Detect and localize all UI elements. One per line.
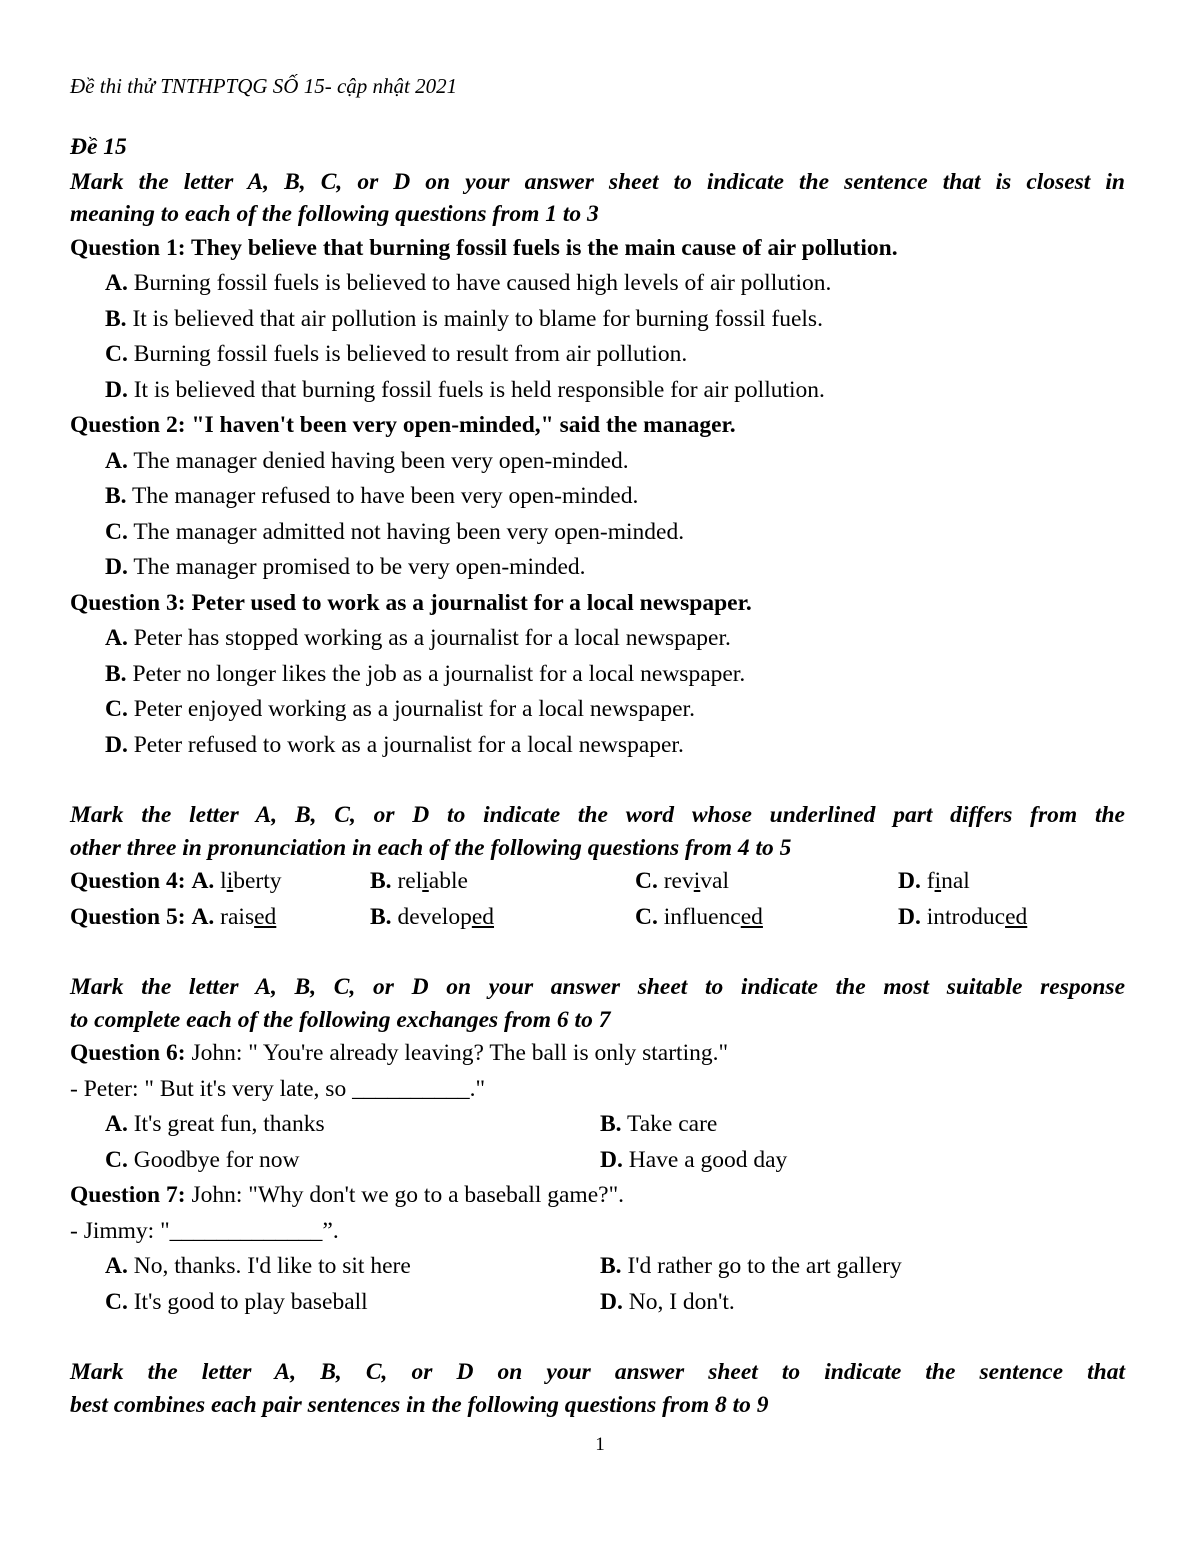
option-1c[interactable]: C. Burning fossil fuels is believed to result from air pollution. [105, 341, 688, 367]
option-2a[interactable]: A. The manager denied having been very open-minded. [105, 447, 629, 474]
option-7d[interactable]: D. No, I don't. [600, 1288, 735, 1315]
option-3a[interactable]: A. Peter has stopped working as a journalist for a local newspaper. [105, 625, 731, 651]
option-3d[interactable]: D. Peter refused to work as a journalist for a local newspaper. [105, 731, 684, 758]
option-3b[interactable]: B. Peter no longer likes the job as a journalist for a local newspaper. [105, 660, 746, 687]
question-text: They believe that burning fossil fuels is the main cause of air pollution. [191, 234, 898, 261]
spacer [70, 935, 1125, 971]
option-6b[interactable]: B. Take care [600, 1111, 718, 1137]
question-6-reply: - Peter: " But it's very late, so __________." [70, 1075, 486, 1102]
section4-instruction-line2: best combines each pair sentences in the following questions from 8 to 9 [70, 1391, 769, 1418]
question-label: Question 3: [70, 589, 186, 616]
question-label: Question 6: [70, 1040, 186, 1066]
section2-instruction-line2: other three in pronunciation in each of the following questions from 4 to 5 [70, 834, 792, 861]
exam-title: Đề 15 [70, 134, 127, 160]
question-1 [70, 231, 1125, 267]
question-text: John: "Why don't we go to a baseball game?". [191, 1182, 625, 1208]
section1-instruction-line1: Mark the letter A, B, C, or D on your answer sheet to indicate the sentence that is closest in [70, 168, 1125, 195]
page-number: 1 [595, 1434, 605, 1455]
question-label: Question 7: [70, 1182, 186, 1208]
question-label: Question 1: [70, 234, 186, 261]
question-2 [70, 408, 1125, 444]
option-5d[interactable]: D. introduced [898, 903, 1028, 930]
option-1a[interactable]: A. Burning fossil fuels is believed to have caused high levels of air pollution. [105, 270, 832, 296]
option-5b[interactable]: B. developed [370, 903, 495, 930]
spacer [70, 763, 1125, 799]
question-label: Question 2: [70, 412, 186, 438]
option-4c[interactable]: C. revival [635, 868, 729, 894]
option-4b[interactable]: B. reliable [370, 868, 468, 894]
option-7c[interactable]: C. It's good to play baseball [105, 1288, 368, 1315]
option-3c[interactable]: C. Peter enjoyed working as a journalist for a local newspaper. [105, 696, 695, 722]
option-6c[interactable]: C. Goodbye for now [105, 1146, 300, 1173]
option-6a[interactable]: A. It's great fun, thanks [105, 1111, 325, 1137]
option-6d[interactable]: D. Have a good day [600, 1146, 788, 1173]
section3-instruction-line2: to complete each of the following exchanges from 6 to 7 [70, 1006, 611, 1033]
section1-instruction-line2: meaning to each of the following questions from 1 to 3 [70, 201, 599, 227]
question-6 [70, 1036, 1125, 1072]
option-5c[interactable]: C. influenced [635, 903, 763, 930]
option-1b[interactable]: B. It is believed that air pollution is mainly to blame for burning fossil fuels. [105, 305, 823, 332]
question-text: John: " You're already leaving? The ball is only starting." [191, 1040, 729, 1066]
question-7-reply: - Jimmy: "_____________”. [70, 1217, 339, 1244]
section4-instruction-line1: Mark the letter A, B, C, or D on your answer sheet to indicate the sentence that [70, 1359, 1125, 1385]
question-7 [70, 1178, 1125, 1214]
page-header: Đề thi thử TNTHPTQG SỐ 15- cập nhật 2021 [70, 74, 458, 98]
option-2b[interactable]: B. The manager refused to have been very open-minded. [105, 483, 639, 509]
question-text: "I haven't been very open-minded," said the manager. [191, 412, 736, 438]
question-7-options-row1 [70, 1249, 1125, 1285]
question-7-options-row2 [70, 1285, 1125, 1321]
question-3 [70, 586, 1125, 622]
section2-instruction-line1: Mark the letter A, B, C, or D to indicate the word whose underlined part differs from the [70, 802, 1125, 828]
option-1d[interactable]: D. It is believed that burning fossil fuels is held responsible for air pollution. [105, 376, 825, 403]
option-2d[interactable]: D. The manager promised to be very open-minded. [105, 554, 586, 580]
question-6-options-row2 [70, 1143, 1125, 1179]
option-2c[interactable]: C. The manager admitted not having been very open-minded. [105, 518, 685, 545]
option-7b[interactable]: B. I'd rather go to the art gallery [600, 1253, 902, 1279]
question-text: Peter used to work as a journalist for a local newspaper. [191, 589, 752, 616]
section3-instruction-line1: Mark the letter A, B, C, or D on your answer sheet to indicate the most suitable response [70, 974, 1125, 1000]
question-4 [70, 864, 1125, 900]
option-4d[interactable]: D. final [898, 868, 970, 894]
page-content [70, 130, 1125, 1421]
option-7a[interactable]: A. No, thanks. I'd like to sit here [105, 1253, 411, 1279]
option-5a[interactable]: Question 5: A. raised [70, 903, 277, 930]
question-6-options-row1 [70, 1107, 1125, 1143]
option-4a[interactable]: Question 4: A. liberty [70, 868, 282, 894]
spacer [70, 1320, 1125, 1356]
question-5 [70, 900, 1125, 936]
